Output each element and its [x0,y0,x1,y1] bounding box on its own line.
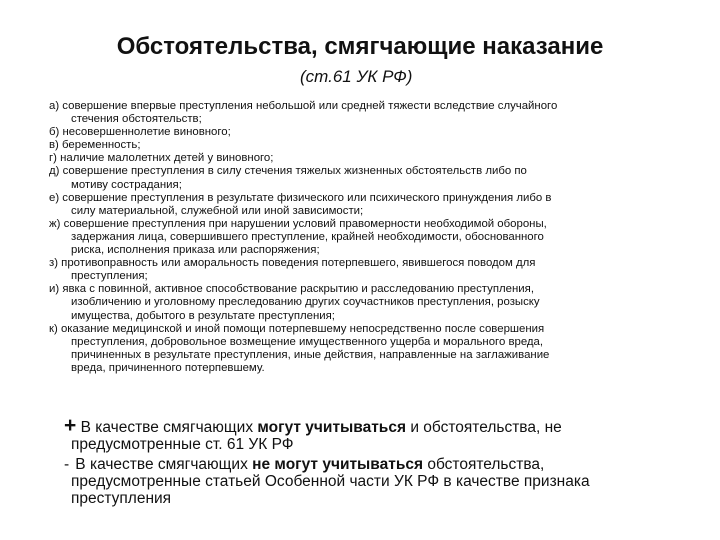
list-item-continuation: стечения обстоятельств; [71,113,202,126]
list-item-continuation: риска, исполнения приказа или распоряжения; [71,244,320,257]
list-item [49,218,689,257]
notes [64,414,704,510]
list-item [49,139,689,152]
note-may-consider [64,414,704,453]
circumstances-list [49,100,689,375]
note-line: предусмотренные статьей Особенной части УК РФ в качестве признака [71,473,590,490]
note-line: преступления [71,490,172,507]
note-text: и обстоятельства, не [406,419,562,436]
list-item [49,100,689,126]
note-text: В качестве смягчающих [76,419,258,436]
note-line: предусмотренные ст. 61 УК РФ [71,436,294,453]
note-may-not-consider [64,456,704,507]
page-subtitle: (ст.61 УК РФ) [300,67,413,86]
list-item-continuation: вреда, причиненного потерпевшему. [71,361,265,374]
note-text: В качестве смягчающих [71,456,253,473]
list-item-continuation: преступления; [71,270,148,283]
note-line [64,456,704,473]
page-title: Обстоятельства, смягчающие наказание [116,33,604,60]
dash-icon: - [64,456,70,473]
note-emphasis: могут учитываться [257,419,407,436]
list-item-continuation: причиненных в результате преступления, иные действия, направленные на заглаживание [71,348,550,361]
list-item-text: з) противоправность или аморальность поведения потерпевшего, явившегося поводом для [49,257,536,270]
list-item [49,323,689,375]
list-item-continuation: изобличению и уголовному преследованию других соучастников преступления, розыску [71,296,540,309]
list-item [49,283,689,322]
list-item-text: ж) совершение преступления при нарушении условий правомерности необходимой обороны, [49,217,547,230]
list-item-continuation: задержания лица, совершившего преступление, крайней необходимости, обоснованного [71,230,544,243]
list-item-text: к) оказание медицинской и иной помощи потерпевшему непосредственно после совершения [49,322,545,335]
list-item-text: д) совершение преступления в силу стечения тяжелых жизненных обстоятельств либо по [49,165,527,178]
list-item [49,257,689,283]
list-item-text: г) наличие малолетних детей у виновного; [49,152,274,165]
list-item [49,152,689,165]
note-line [64,414,704,437]
list-item-text: в) беременность; [49,139,141,152]
list-item-text: б) несовершеннолетие виновного; [49,126,231,139]
list-item [49,192,689,218]
list-item [49,126,689,139]
list-item-continuation: преступления, добровольное возмещение имущественного ущерба и морального вреда, [71,335,544,348]
list-item-continuation: имущества, добытого в результате преступления; [71,309,335,322]
list-item-continuation: силу материальной, служебной или иной зависимости; [71,204,364,217]
list-item-continuation: мотиву сострадания; [71,178,182,191]
note-emphasis: не могут учитываться [252,456,424,473]
note-text: обстоятельства, [423,456,545,473]
list-item-text: е) совершение преступления в результате физического или психического принуждения либо в [49,191,552,204]
plus-icon: + [64,414,77,437]
list-item [49,165,689,191]
list-item-text: и) явка с повинной, активное способствование раскрытию и расследованию преступления, [49,283,534,296]
list-item-text: а) совершение впервые преступления небольшой или средней тяжести вследствие случайного [49,100,558,112]
